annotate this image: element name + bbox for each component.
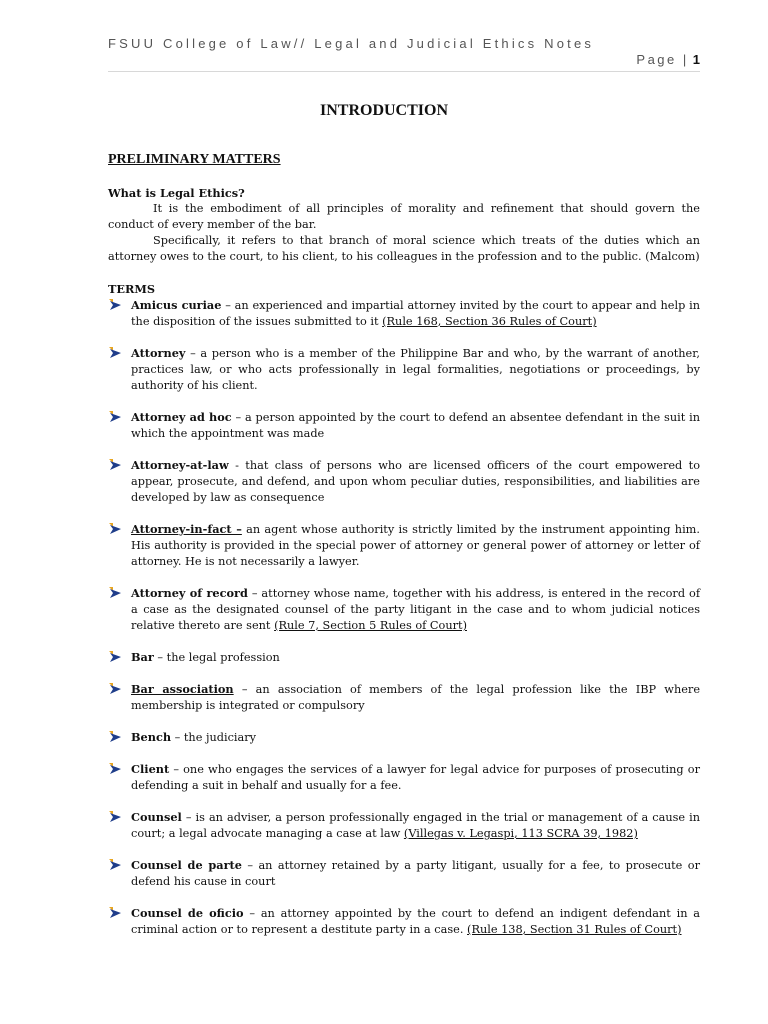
term-definition: – the judiciary (171, 731, 257, 744)
term-citation: (Rule 7, Section 5 Rules of Court) (274, 619, 467, 632)
term-citation: (Villegas v. Legaspi, 113 SCRA 39, 1982) (403, 827, 638, 840)
page-number-label (636, 52, 700, 67)
term-definition: – an association of members of the legal profession like the IBP where membership is integrated or compulsory (131, 683, 700, 712)
term-citation: (Rule 168, Section 36 Rules of Court) (382, 315, 597, 328)
section-heading: PRELIMINARY MATTERS (108, 152, 281, 167)
term-item (108, 345, 700, 394)
term-name: Attorney-at-law (131, 458, 229, 472)
arrow-bullet-icon (108, 906, 122, 919)
paragraph-2: Specifically, it refers to that branch of moral science which treats of the duties which an attorney owes to the court, to his client, to his colleagues in the profession and to the public. (Malcom) (108, 234, 700, 263)
term-name: Bench (131, 730, 172, 744)
arrow-bullet-icon (108, 650, 122, 663)
term-item (108, 681, 700, 714)
term-item (108, 521, 700, 570)
running-header-title: FSUU College of Law// Legal and Judicial Ethics Notes (108, 36, 595, 51)
term-definition: – is an adviser, a person professionally engaged in the trial or management of a cause in court; a legal advocate managing a case at law (131, 811, 700, 840)
arrow-bullet-icon (108, 858, 122, 871)
arrow-bullet-icon (108, 458, 122, 471)
arrow-bullet-icon (108, 298, 122, 311)
term-item (108, 409, 700, 442)
term-definition: – an attorney retained by a party litigant, usually for a fee, to prosecute or defend his cause in court (131, 859, 700, 888)
paragraph-1: It is the embodiment of all principles of morality and refinement that should govern the conduct of every member of the bar. (108, 202, 700, 231)
term-definition: – a person who is a member of the Philippine Bar and who, by the warrant of another, practices law, or who acts professionally in legal formalities, negotiations or proceedings, by authority of his client. (131, 347, 700, 392)
page-label: Page | (636, 52, 689, 67)
term-name: Counsel de parte (131, 858, 242, 872)
term-name: Bar association (131, 682, 234, 696)
term-item (108, 857, 700, 890)
arrow-bullet-icon (108, 410, 122, 423)
arrow-bullet-icon (108, 586, 122, 599)
term-name: Counsel (131, 810, 182, 824)
arrow-bullet-icon (108, 346, 122, 359)
term-citation: (Rule 138, Section 31 Rules of Court) (467, 923, 682, 936)
term-item (108, 761, 700, 794)
term-item (108, 457, 700, 506)
document-title: INTRODUCTION (319, 102, 448, 119)
term-name: Attorney (131, 346, 186, 360)
question-heading: What is Legal Ethics? (108, 186, 245, 200)
term-item (108, 809, 700, 842)
term-definition: – an attorney appointed by the court to defend an indigent defendant in a criminal action or to represent a destitute party in a case. (131, 907, 700, 936)
term-item (108, 649, 700, 666)
arrow-bullet-icon (108, 682, 122, 695)
term-name: Amicus curiae (131, 298, 222, 312)
term-item (108, 297, 700, 330)
term-name: Attorney-in-fact – (131, 522, 242, 536)
term-definition: – attorney whose name, together with his address, is entered in the record of a case as the designated counsel of the party litigant in the case and to whom judicial notices relative thereto are sent (131, 587, 700, 632)
arrow-bullet-icon (108, 762, 122, 775)
term-item (108, 905, 700, 938)
term-name: Attorney ad hoc (131, 410, 232, 424)
arrow-bullet-icon (108, 522, 122, 535)
term-definition: – one who engages the services of a lawyer for legal advice for purposes of prosecuting or defending a suit in behalf and usually for a fee. (131, 763, 700, 792)
term-name: Client (131, 762, 170, 776)
term-definition: – a person appointed by the court to defend an absentee defendant in the suit in which the appointment was made (131, 411, 700, 440)
term-item (108, 729, 700, 746)
terms-heading: TERMS (108, 282, 156, 296)
term-definition: – an experienced and impartial attorney invited by the court to appear and help in the disposition of the issues submitted to it (131, 299, 700, 328)
document-body (108, 152, 700, 953)
term-name: Bar (131, 650, 154, 664)
terms-list (108, 297, 700, 938)
term-definition: an agent whose authority is strictly limited by the instrument appointing him. His authority is provided in the special power of attorney or general power of attorney or letter of attorney. He is not necessarily a lawyer. (131, 523, 700, 568)
page-number: 1 (692, 52, 700, 67)
term-definition: – the legal profession (153, 651, 280, 664)
term-name: Counsel de oficio (131, 906, 244, 920)
term-definition: - that class of persons who are licensed officers of the court empowered to appear, prosecute, and defend, and upon whom peculiar duties, responsibilities, and liabilities are developed by law as consequence (131, 459, 700, 504)
arrow-bullet-icon (108, 810, 122, 823)
arrow-bullet-icon (108, 730, 122, 743)
term-item (108, 585, 700, 634)
term-name: Attorney of record (131, 586, 248, 600)
header-divider (108, 71, 700, 72)
